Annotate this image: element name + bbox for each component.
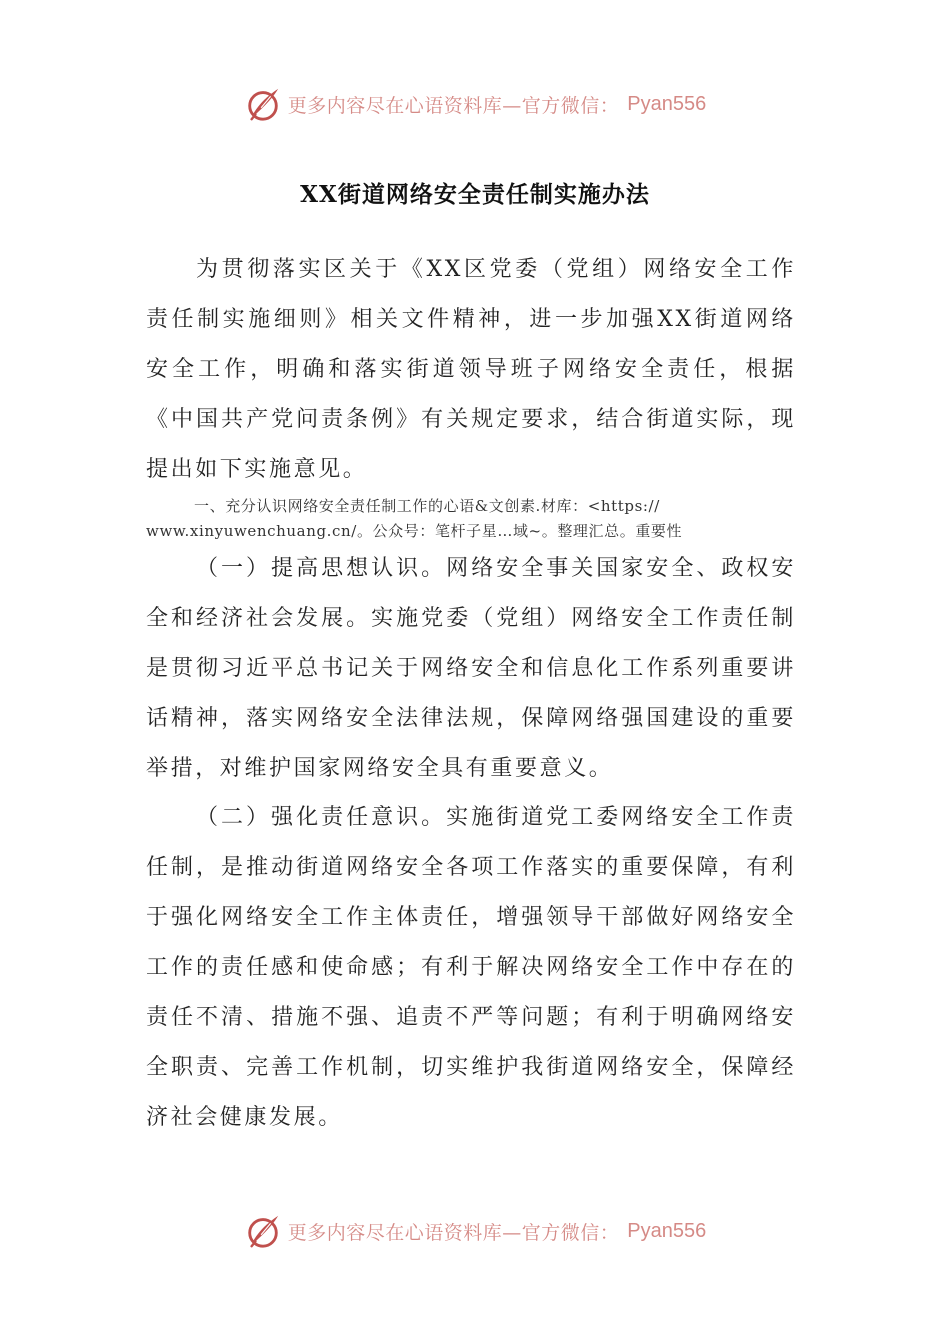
intro-paragraph: 为贯彻落实区关于《XX区党委（党组）网络安全工作责任制实施细则》相关文件精神，进一步加强XX街道网络安全工作，明确和落实街道领导班子网络安全责任，根据《中国共产党问责条例》有关规定要求，结合街道实际，现提出如下实施意见。 — [146, 257, 796, 482]
document-title: XX街道网络安全责任制实施办法 — [300, 181, 650, 208]
header-banner — [0, 82, 950, 126]
header-banner-text: 更多内容尽在心语资料库—官方微信： — [287, 94, 620, 117]
section-heading-line-2: www.xinyuwenchuang.cn/。公众号：笔杆子星…域~。整理汇总。重要性 — [146, 522, 683, 540]
footer-wechat-id: Pyan556 — [627, 1219, 707, 1242]
paragraph-raise-awareness: （一）提高思想认识。网络安全事关国家安全、政权安全和经济社会发展。实施党委（党组）网络安全工作责任制是贯彻习近平总书记关于网络安全和信息化工作系列重要讲话精神，落实网络安全法律法规，保障网络强国建设的重要举措，对维护国家网络安全具有重要意义。 — [146, 556, 796, 781]
quill-logo-icon — [244, 1212, 282, 1250]
header-wechat-id: Pyan556 — [627, 92, 707, 115]
quill-logo-icon — [244, 85, 282, 123]
section-heading-line-1: 一、充分认识网络安全责任制工作的心语&文创素.材库：<https:// — [194, 497, 660, 515]
footer-banner-content — [244, 1212, 706, 1250]
section-heading-note — [146, 494, 796, 544]
footer-banner — [0, 1209, 950, 1253]
paragraph-strengthen-responsibility: （二）强化责任意识。实施街道党工委网络安全工作责任制，是推动街道网络安全各项工作落实的重要保障，有利于强化网络安全工作主体责任，增强领导干部做好网络安全工作的责任感和使命感；有利于解决网络安全工作中存在的责任不清、措施不强、追责不严等问题；有利于明确网络安全职责、完善工作机制，切实维护我街道网络安全，保障经济社会健康发展。 — [146, 805, 796, 1130]
footer-banner-text: 更多内容尽在心语资料库—官方微信： — [287, 1221, 620, 1244]
header-banner-content — [244, 85, 706, 123]
